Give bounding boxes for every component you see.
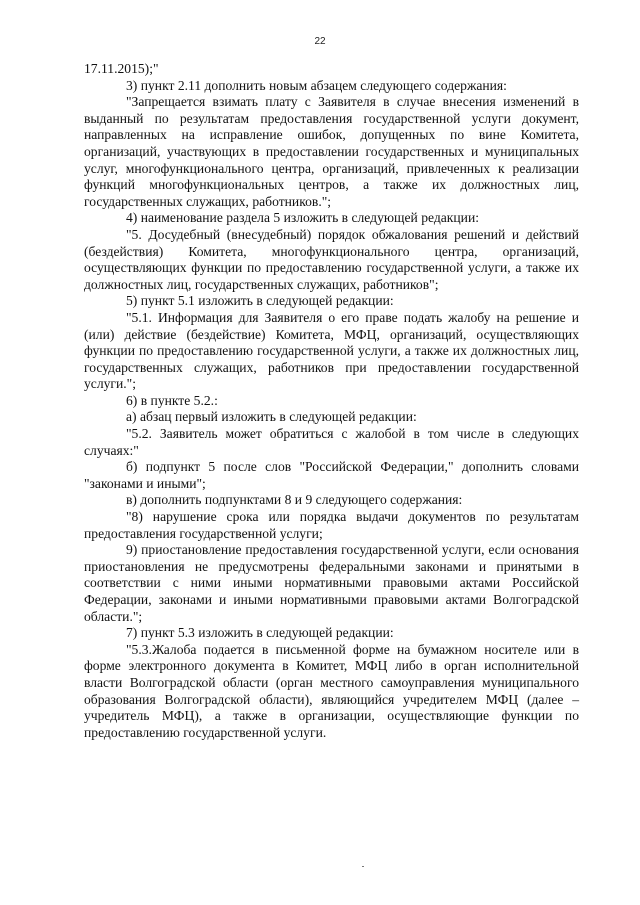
paragraph: "5. Досудебный (внесудебный) порядок обжалования решений и действий (бездействия) Комитета, многофункционального центра, организаций, осуществляющих функции по предоставлению государственной услуги, а также их должностных лиц, государственных служащих, работников"; — [84, 226, 579, 292]
scan-speck — [362, 866, 364, 867]
paragraph: "5.2. Заявитель может обратиться с жалобой в том числе в следующих случаях:" — [84, 426, 579, 458]
paragraph: в) дополнить подпунктами 8 и 9 следующего содержания: — [126, 492, 463, 508]
page-number: 22 — [314, 36, 326, 47]
paragraph: 9) приостановление предоставления государственной услуги, если основания приостановления не предусмотрены федеральными законами и принятыми в соответствии с ними иными нормативными правовыми актами Российской Федерации, законами и иными нормативными правовыми актами Волгоградской области."; — [84, 542, 579, 624]
paragraph: 6) в пункте 5.2.: — [126, 392, 218, 408]
paragraph: "5.3.Жалоба подается в письменной форме на бумажном носителе или в форме электронного документа в Комитет, МФЦ либо в орган исполнительной власти Волгоградской области (орган местного самоуправления муниципального образования Волгоградской области), являющийся учредителем МФЦ (далее – учредитель МФЦ), а также в организации, осуществляющие функции по предоставлению государственной услуги. — [84, 641, 579, 740]
paragraph: 7) пункт 5.3 изложить в следующей редакции: — [126, 625, 394, 641]
paragraph: 3) пункт 2.11 дополнить новым абзацем следующего содержания: — [126, 77, 507, 93]
paragraph: "Запрещается взимать плату с Заявителя в случае внесения изменений в выданный по результатам предоставления государственной услуги документ, направленных на исправление ошибок, допущенных по вине Комитета, организаций, участвующих в предоставлении государственных и муниципальных услуг, многофункционального центра, организаций, привлеченных к реализации функций многофункциональных центров, а также их должностных лиц, государственных служащих, работников."; — [84, 94, 579, 209]
document-body — [84, 61, 579, 741]
paragraph: б) подпункт 5 после слов "Российской Федерации," дополнить словами "законами и иными"; — [84, 459, 579, 491]
paragraph: а) абзац первый изложить в следующей редакции: — [126, 409, 417, 425]
paragraph: 17.11.2015);" — [84, 61, 159, 76]
paragraph: 4) наименование раздела 5 изложить в следующей редакции: — [126, 210, 480, 226]
paragraph: 5) пункт 5.1 изложить в следующей редакции: — [126, 293, 394, 309]
paragraph: "8) нарушение срока или порядка выдачи документов по результатам предоставления государственной услуги; — [84, 509, 579, 541]
paragraph: "5.1. Информация для Заявителя о его праве подать жалобу на решение и (или) действие (бездействие) Комитета, МФЦ, организаций, осуществляющих функции по предоставлению государственной услуги, а также их должностных лиц, государственных служащих, работников при предоставлении государственной услуги."; — [84, 309, 579, 392]
